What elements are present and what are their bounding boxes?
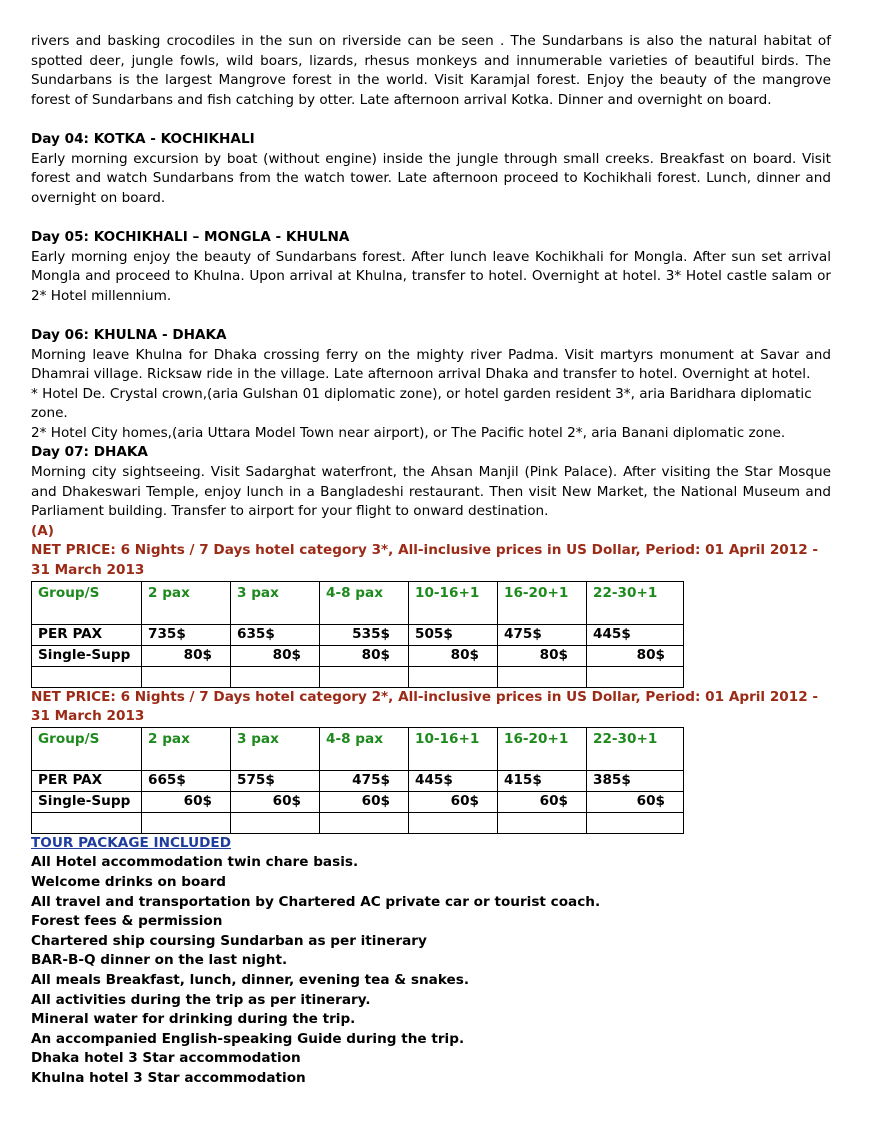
header-cell: 16-20+1	[498, 727, 587, 770]
price-cell: 80$	[231, 645, 320, 666]
day06-hotel-line-2: 2* Hotel City homes,(aria Uttara Model Town near airport), or The Pacific hotel 2*, aria Banani diplomatic zone.	[31, 424, 786, 441]
day06-hotel-line-1: * Hotel De. Crystal crown,(aria Gulshan 01 diplomatic zone), or hotel garden resident 3*, aria Baridhara diplomatic zone.	[31, 385, 812, 422]
price-cell: 60$	[320, 791, 409, 812]
price-table-3star	[31, 581, 684, 688]
day05-text: Early morning enjoy the beauty of Sundarbans forest. After lunch leave Kochikhali for Mongla. After sun set arrival Mongla and proceed to Khulna. Upon arrival at Khulna, transfer to hotel. Overnight at hotel. 3* Hotel castle salam or 2* Hotel millennium.	[31, 248, 831, 304]
intro-paragraph: rivers and basking crocodiles in the sun on riverside can be seen . The Sundarbans is also the natural habitat of spotted deer, jungle fowls, wild boars, lizards, rhesus monkeys and innumerable varieties of beautiful birds. The Sundarbans is the largest Mangrove forest in the world. Visit Karamjal forest. Enjoy the beauty of the mangrove forest of Sundarbans and fish catching by otter. Late afternoon arrival Kotka. Dinner and overnight on board.	[31, 33, 831, 108]
price-cell: 80$	[142, 645, 231, 666]
day07-title: Day 07: DHAKA	[31, 444, 148, 461]
day06-text: Morning leave Khulna for Dhaka crossing ferry on the mighty river Padma. Visit martyrs monument at Savar and Dhamrai village. Ricksaw ride in the village. Late afternoon arrival Dhaka and transfer to hotel. Overnight at hotel.	[31, 346, 831, 383]
list-item: Welcome drinks on board	[31, 874, 226, 890]
list-item: All Hotel accommodation twin chare basis.	[31, 854, 359, 871]
header-cell: 16-20+1	[498, 581, 587, 624]
price-cell: 60$	[498, 791, 587, 812]
price-cell: 445$	[587, 624, 684, 645]
table-header-row	[32, 581, 684, 624]
header-cell: 10-16+1	[409, 727, 498, 770]
price-cell: 475$	[320, 770, 409, 791]
day05-title: Day 05: KOCHIKHALI – MONGLA - KHULNA	[31, 228, 350, 245]
price-cell: 80$	[587, 645, 684, 666]
day06-title: Day 06: KHULNA - DHAKA	[31, 326, 227, 343]
price-3star-heading: NET PRICE: 6 Nights / 7 Days hotel category 3*, All-inclusive prices in US Dollar, Period: 01 April 2012 - 31 March 2013	[31, 542, 819, 579]
price-cell: 80$	[409, 645, 498, 666]
price-cell: 80$	[320, 645, 409, 666]
row-label: PER PAX	[32, 770, 142, 791]
day04-title: Day 04: KOTKA - KOCHIKHALI	[31, 130, 255, 147]
price-cell: 505$	[409, 624, 498, 645]
list-item: All activities during the trip as per itinerary.	[31, 991, 371, 1008]
header-cell: Group/S	[32, 581, 142, 624]
header-cell: 3 pax	[231, 581, 320, 624]
price-cell: 60$	[409, 791, 498, 812]
day07-text: Morning city sightseeing. Visit Sadarghat waterfront, the Ahsan Manjil (Pink Palace). After visiting the Star Mosque and Dhakeswari Temple, enjoy lunch in a Bangladeshi restaurant. Then visit New Market, the National Museum and Parliament building. Transfer to airport for your flight to onward destination.	[31, 464, 831, 520]
header-cell: Group/S	[32, 727, 142, 770]
list-item: Mineral water for drinking during the trip.	[31, 1011, 356, 1028]
row-label: Single-Supp	[32, 791, 142, 812]
price-cell: 445$	[409, 770, 498, 791]
price-cell: 575$	[231, 770, 320, 791]
table-row	[32, 791, 684, 812]
price-cell: 415$	[498, 770, 587, 791]
header-cell: 3 pax	[231, 727, 320, 770]
table-row-empty	[32, 812, 684, 833]
option-label: (A)	[31, 522, 54, 539]
header-cell: 10-16+1	[409, 581, 498, 624]
day04-text: Early morning excursion by boat (without engine) inside the jungle through small creeks. Breakfast on board. Visit forest and watch Sundarbans from the watch tower. Late afternoon proceed to Kochikhali forest. Lunch, dinner and overnight on board.	[31, 150, 831, 206]
list-item: An accompanied English-speaking Guide during the trip.	[31, 1030, 465, 1047]
header-cell: 22-30+1	[587, 581, 684, 624]
price-cell: 665$	[142, 770, 231, 791]
row-label: PER PAX	[32, 624, 142, 645]
list-item: All meals Breakfast, lunch, dinner, evening tea & snakes.	[31, 971, 469, 988]
table-row	[32, 645, 684, 666]
list-item: Chartered ship coursing Sundarban as per itinerary	[31, 932, 427, 949]
price-cell: 60$	[587, 791, 684, 812]
table-header-row	[32, 727, 684, 770]
price-cell: 735$	[142, 624, 231, 645]
list-item: All travel and transportation by Chartered AC private car or tourist coach.	[31, 893, 601, 910]
table-row-empty	[32, 666, 684, 687]
price-cell: 80$	[498, 645, 587, 666]
price-table-2star	[31, 727, 684, 834]
included-list	[31, 853, 831, 1088]
price-cell: 60$	[142, 791, 231, 812]
header-cell: 4-8 pax	[320, 727, 409, 770]
header-cell: 4-8 pax	[320, 581, 409, 624]
list-item: BAR-B-Q dinner on the last night.	[31, 952, 288, 969]
header-cell: 2 pax	[142, 727, 231, 770]
price-cell: 60$	[231, 791, 320, 812]
row-label: Single-Supp	[32, 645, 142, 666]
price-cell: 635$	[231, 624, 320, 645]
price-cell: 475$	[498, 624, 587, 645]
price-cell: 385$	[587, 770, 684, 791]
list-item: Khulna hotel 3 Star accommodation	[31, 1069, 306, 1086]
header-cell: 2 pax	[142, 581, 231, 624]
header-cell: 22-30+1	[587, 727, 684, 770]
table-row	[32, 624, 684, 645]
included-title-link[interactable]: TOUR PACKAGE INCLUDED	[31, 834, 231, 851]
document-page	[31, 32, 831, 1089]
price-cell: 535$	[320, 624, 409, 645]
list-item: Dhaka hotel 3 Star accommodation	[31, 1050, 301, 1067]
table-row	[32, 770, 684, 791]
price-2star-heading: NET PRICE: 6 Nights / 7 Days hotel category 2*, All-inclusive prices in US Dollar, Period: 01 April 2012 - 31 March 2013	[31, 688, 819, 725]
list-item: Forest fees & permission	[31, 913, 223, 930]
